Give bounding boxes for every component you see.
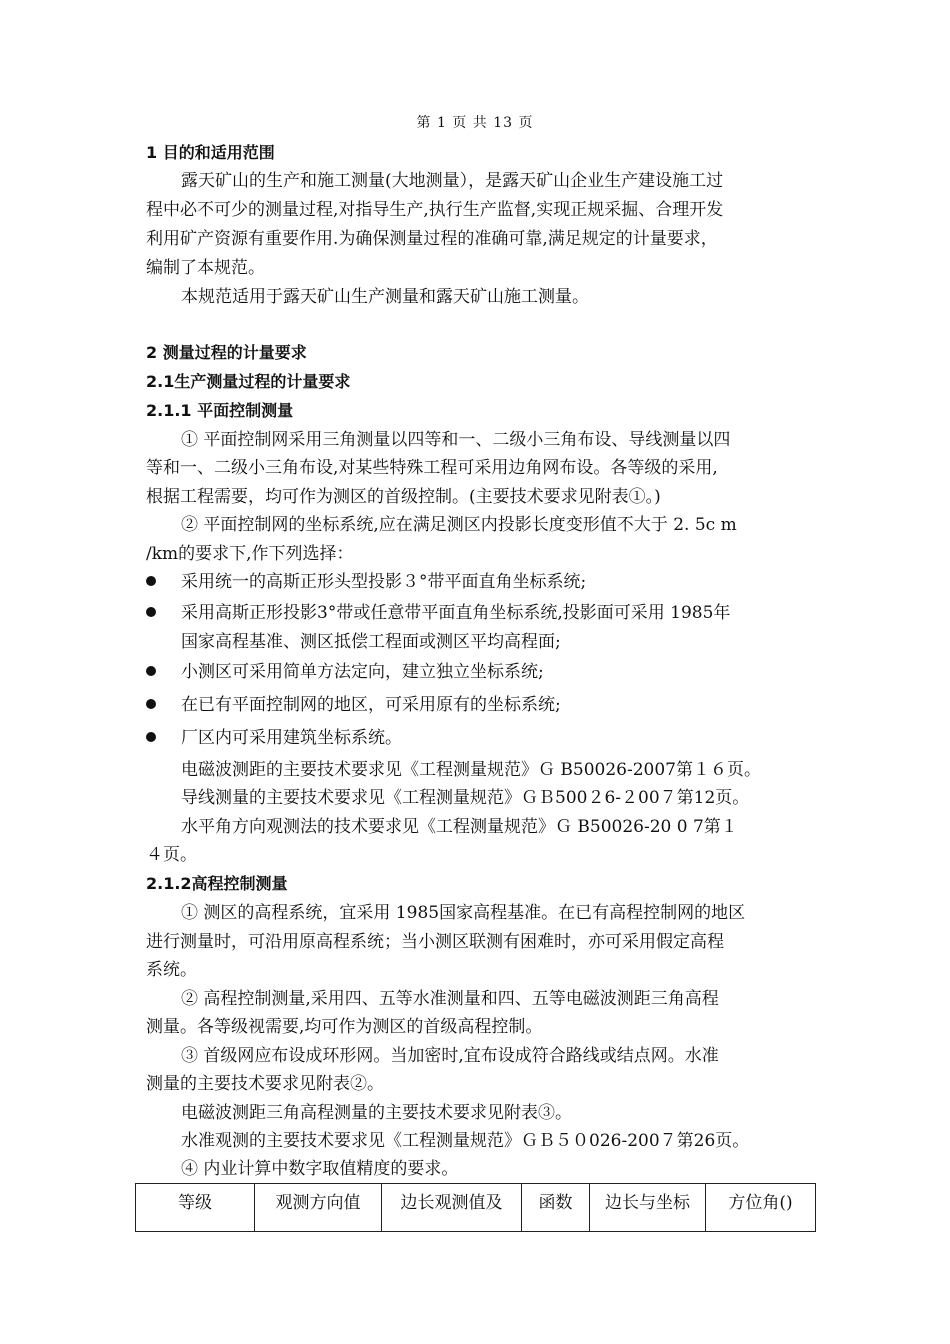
precision-table: [135, 1183, 816, 1232]
reference-line: 水平角方向观测法的技术要求见《工程测量规范》Ｇ B50026-20 0 7第１: [181, 817, 738, 837]
paragraph-line: ② 平面控制网的坐标系统,应在满足测区内投影长度变形值不大于 2. 5c m: [181, 515, 737, 535]
paragraph-line: ① 测区的高程系统，宜采用 1985国家高程基准。在已有高程控制网的地区: [181, 903, 746, 923]
paragraph-line: 露天矿山的生产和施工测量(大地测量），是露天矿山企业生产建设施工过: [181, 171, 724, 191]
paragraph-line: ② 高程控制测量,采用四、五等水准测量和四、五等电磁波测距三角高程: [181, 989, 719, 1009]
table-header-cell: 边长与坐标: [590, 1184, 706, 1232]
bullet-dot-icon: [146, 666, 156, 676]
table-header-row: [136, 1184, 816, 1232]
paragraph-line: 电磁波测距三角高程测量的主要技术要求见附表③。: [181, 1103, 572, 1123]
page-number: 第 1 页 共 13 页: [416, 115, 534, 131]
paragraph-line: 根据工程需要，均可作为测区的首级控制。(主要技术要求见附表①。): [146, 487, 661, 507]
bullet-item-continuation: 国家高程基准、测区抵偿工程面或测区平均高程面;: [181, 632, 561, 652]
subsection-2-1-1-title: 2.1.1 平面控制测量: [146, 401, 294, 420]
paragraph-line: 等和一、二级小三角布设,对某些特殊工程可采用边角网布设。各等级的采用,: [146, 458, 718, 478]
bullet-item: 小测区可采用简单方法定向，建立独立坐标系统;: [181, 662, 544, 682]
reference-line: 电磁波测距的主要技术要求见《工程测量规范》Ｇ B50026-2007第１６页。: [181, 760, 761, 780]
paragraph-line: 测量的主要技术要求见附表②。: [146, 1074, 384, 1094]
subsection-2-1-title: 2.1生产测量过程的计量要求: [146, 372, 351, 391]
paragraph-line: 水准观测的主要技术要求见《工程测量规范》ＧＢ５０026-200７第26页。: [181, 1131, 750, 1151]
bullet-item: 采用高斯正形投影3°带或任意带平面直角坐标系统,投影面可采用 1985年: [181, 603, 731, 623]
section-1-title: 1 目的和适用范围: [146, 143, 275, 162]
section-2-title: 2 测量过程的计量要求: [146, 343, 307, 362]
table-header-cell: 观测方向值: [255, 1184, 382, 1232]
table-header-cell: 等级: [136, 1184, 255, 1232]
paragraph-line: 利用矿产资源有重要作用.为确保测量过程的准确可靠,满足规定的计量要求，: [146, 229, 718, 249]
bullet-dot-icon: [146, 732, 156, 742]
paragraph-line: 进行测量时，可沿用原高程系统；当小测区联测有困难时，亦可采用假定高程: [146, 932, 724, 952]
bullet-item: 厂区内可采用建筑坐标系统。: [181, 728, 402, 748]
bullet-item: 采用统一的高斯正形头型投影３°带平面直角坐标系统;: [181, 572, 587, 592]
paragraph-line: 程中必不可少的测量过程,对指导生产,执行生产监督,实现正规采掘、合理开发: [146, 200, 724, 220]
paragraph-line: ① 平面控制网采用三角测量以四等和一、二级小三角布设、导线测量以四: [181, 430, 731, 450]
table-header-cell: 函数: [522, 1184, 590, 1232]
bullet-item: 在已有平面控制网的地区，可采用原有的坐标系统;: [181, 695, 561, 715]
subsection-2-1-2-title: 2.1.2高程控制测量: [146, 874, 288, 893]
table-header-cell: 方位角(): [706, 1184, 816, 1232]
bullet-dot-icon: [146, 576, 156, 586]
paragraph-line: 测量。各等级视需要,均可作为测区的首级高程控制。: [146, 1017, 543, 1037]
paragraph-line: 系统。: [146, 960, 197, 980]
paragraph-line: 本规范适用于露天矿山生产测量和露天矿山施工测量。: [181, 287, 589, 307]
reference-line: 导线测量的主要技术要求见《工程测量规范》ＧＢ500２6-２00７第12页。: [181, 788, 750, 808]
bullet-dot-icon: [146, 607, 156, 617]
paragraph-line: ③ 首级网应布设成环形网。当加密时,宜布设成符合路线或结点网。水准: [181, 1046, 719, 1066]
paragraph-line: 编制了本规范。: [146, 258, 265, 278]
reference-line: ４页。: [146, 845, 197, 865]
table-header-cell: 边长观测值及: [382, 1184, 522, 1232]
bullet-dot-icon: [146, 699, 156, 709]
paragraph-line: /km的要求下,作下列选择：: [146, 544, 354, 564]
paragraph-line: ④ 内业计算中数字取值精度的要求。: [181, 1159, 459, 1179]
